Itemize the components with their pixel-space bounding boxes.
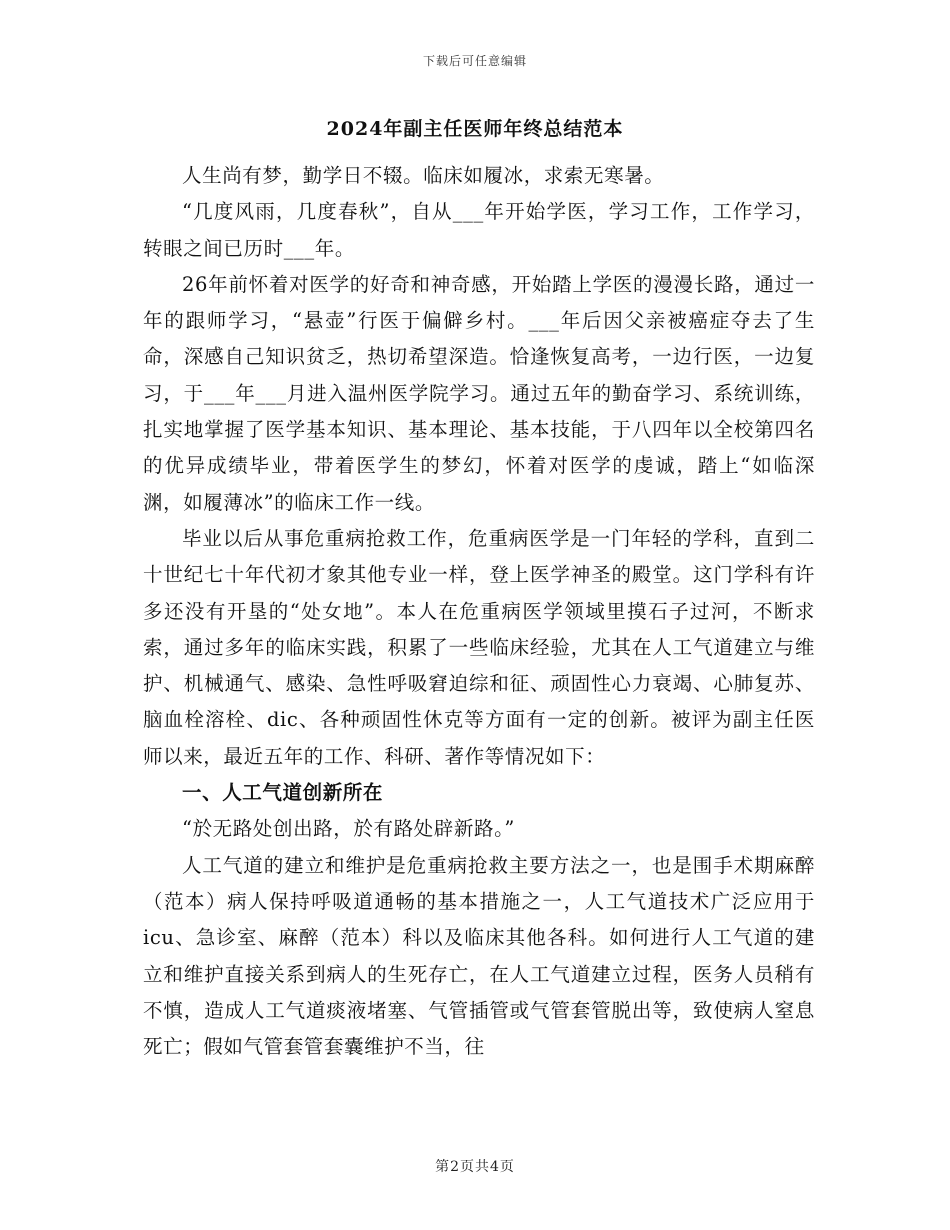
document-title: 2024年副主任医师年终总结范本 (326, 118, 624, 140)
section-heading: 一、人工气道创新所在 (182, 781, 384, 805)
header-note: 下载后可任意编辑 (422, 54, 527, 68)
page-number: 第2页共4页 (435, 1159, 515, 1175)
paragraph-critical-care: 毕业以后从事危重病抢救工作，危重病医学是一门年轻的学科，直到二十世纪七十年代初才象其他专业一样，登上医学神圣的殿堂。这门学科有许多还没有开垦的“处女地”。本人在危重病医学领域里摸石子过河，不断求索，通过多年的临床实践，积累了一些临床经验，尤其在人工气道建立与维护、机械通气、感染、急性呼吸窘迫综和征、顽固性心力衰竭、心肺复苏、脑血栓溶栓、dic、各种顽固性休克等方面有一定的创新。被评为副主任医师以来，最近五年的工作、科研、著作等情况如下： (143, 526, 815, 768)
paragraph-intro: “几度风雨，几度春秋”，自从___年开始学医，学习工作，工作学习，转眼之间已历时___年。 (143, 200, 815, 260)
document-body (143, 158, 815, 1065)
paragraph-quote: “於无路处创出路，於有路处辟新路。” (182, 817, 515, 841)
paragraph-education: 26年前怀着对医学的好奇和神奇感，开始踏上学医的漫漫长路，通过一年的跟师学习，“悬壶”行医于偏僻乡村。___年后因父亲被癌症夺去了生命，深感自己知识贫乏，热切希望深造。恰逢恢复高考，一边行医，一边复习，于___年___月进入温州医学院学习。通过五年的勤奋学习、系统训练，扎实地掌握了医学基本知识、基本理论、基本技能，于八四年以全校第四名的优异成绩毕业，带着医学生的梦幻，怀着对医学的虔诚，踏上“如临深渊，如履薄冰”的临床工作一线。 (143, 272, 815, 514)
paragraph-artificial-airway: 人工气道的建立和维护是危重病抢救主要方法之一，也是围手术期麻醉（范本）病人保持呼吸道通畅的基本措施之一，人工气道技术广泛应用于icu、急诊室、麻醉（范本）科以及临床其他各科。如何进行人工气道的建立和维护直接关系到病人的生死存亡，在人工气道建立过程，医务人员稍有不慎，造成人工气道痰液堵塞、气管插管或气管套管脱出等，致使病人窒息死亡；假如气管套管套囊维护不当，往 (143, 853, 815, 1059)
paragraph-opening-verse: 人生尚有梦，勤学日不辍。临床如履冰，求索无寒暑。 (182, 164, 665, 187)
